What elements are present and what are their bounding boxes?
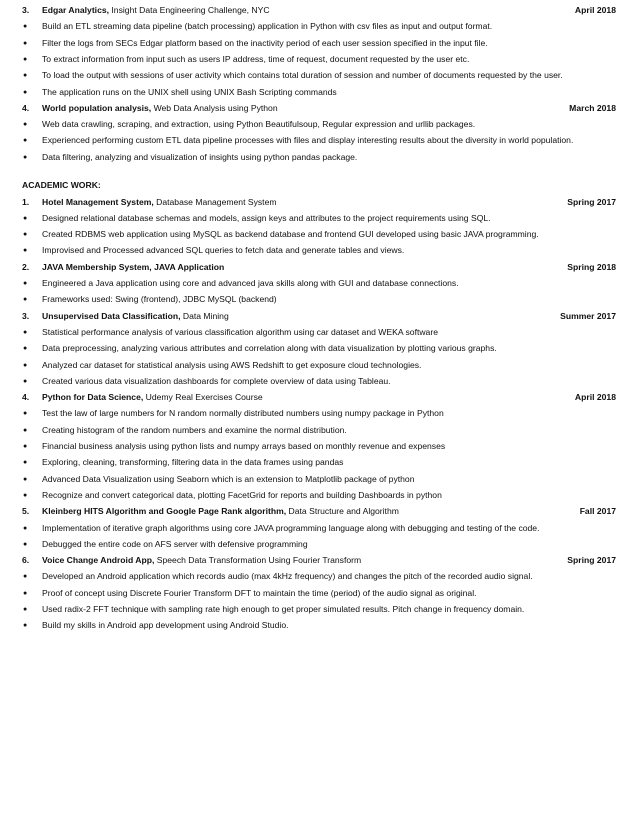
entry-subtitle: Udemy Real Exercises Course: [143, 392, 263, 403]
bullet-item: [0, 456, 638, 469]
entry-heading: [0, 391, 638, 404]
entry-number: 6.: [22, 555, 30, 566]
bullet-icon: ●: [23, 377, 28, 385]
entry-subtitle: Speech Data Transformation Using Fourier Transform: [154, 555, 362, 566]
bullet-item: [0, 473, 638, 486]
bullet-item: [0, 538, 638, 551]
entry-heading: [0, 4, 638, 17]
bullet-text: Developed an Android application which records audio (max 4kHz frequency) and changes the pitch of the recorded audio signal.: [42, 571, 533, 582]
bullet-item: [0, 212, 638, 225]
bullet-text: Proof of concept using Discrete Fourier Transform DFT to maintain the time (period) of the audio signal as original.: [42, 587, 477, 598]
bullet-item: [0, 244, 638, 257]
bullet-item: [0, 619, 638, 632]
bullet-item: [0, 134, 638, 147]
entry-heading: [0, 196, 638, 209]
bullet-item: [0, 424, 638, 437]
entry-title-line: [42, 102, 278, 115]
bullet-text: Created various data visualization dashboards for complete overview of data using Tableau.: [42, 375, 391, 386]
entry-title: Python for Data Science,: [42, 392, 144, 403]
bullet-icon: ●: [23, 589, 28, 597]
bullet-item: [0, 342, 638, 355]
bullet-item: [0, 570, 638, 583]
bullet-text: Recognize and convert categorical data, plotting FacetGrid for reports and building Dashboards in python: [42, 489, 442, 500]
bullet-icon: ●: [23, 137, 28, 145]
bullet-item: [0, 20, 638, 33]
bullet-text: Exploring, cleaning, transforming, filtering data in the data frames using pandas: [42, 457, 344, 468]
bullet-item: [0, 375, 638, 388]
bullet-icon: ●: [23, 573, 28, 581]
bullet-text: Improvised and Processed advanced SQL queries to fetch data and generate tables and views.: [42, 245, 405, 256]
entry-heading: [0, 261, 638, 274]
bullet-icon: ●: [23, 426, 28, 434]
entry-date: Summer 2017: [560, 310, 616, 321]
bullet-item: [0, 440, 638, 453]
bullet-text: To load the output with sessions of user activity which contains total duration of session and number of documents requested by the user.: [42, 70, 563, 81]
bullet-text: Advanced Data Visualization using Seaborn which is an extension to Matplotlib package of python: [42, 473, 415, 484]
entry-date: Spring 2017: [567, 196, 616, 207]
entry-number: 3.: [22, 310, 30, 321]
bullet-text: To extract information from input such as users IP address, time of request, document requested by the user etc.: [42, 53, 470, 64]
bullet-item: [0, 69, 638, 82]
entry-subtitle: Database Management System: [153, 196, 277, 207]
entry-title: Kleinberg HITS Algorithm and Google Page Rank algorithm,: [42, 506, 287, 517]
bullet-item: [0, 151, 638, 164]
bullet-icon: ●: [23, 88, 28, 96]
bullet-text: Build my skills in Android app development using Android Studio.: [42, 620, 289, 631]
entry-title: JAVA Membership System, JAVA Application: [42, 261, 225, 272]
entry-subtitle: Data Mining: [180, 310, 229, 321]
bullet-icon: ●: [23, 328, 28, 336]
bullet-text: Test the law of large numbers for N random normally distributed numbers using numpy package in Python: [42, 408, 444, 419]
bullet-item: [0, 407, 638, 420]
entry-number: 4.: [22, 102, 30, 113]
bullet-icon: ●: [23, 153, 28, 161]
bullet-icon: ●: [23, 55, 28, 63]
bullet-text: Web data crawling, scraping, and extraction, using Python Beautifulsoup, Regular expression and urllib packages.: [42, 119, 476, 130]
bullet-text: Build an ETL streaming data pipeline (batch processing) application in Python with csv files as input and output format.: [42, 21, 493, 32]
bullet-icon: ●: [23, 475, 28, 483]
bullet-text: Designed relational database schemas and models, assign keys and attributes to the project requirements using SQL.: [42, 212, 491, 223]
bullet-text: Data filtering, analyzing and visualization of insights using python pandas package.: [42, 151, 358, 162]
entry-date: April 2018: [574, 5, 616, 15]
bullet-item: [0, 326, 638, 339]
entry-subtitle: Web Data Analysis using Python: [151, 102, 278, 113]
entry-heading: [0, 310, 638, 323]
bullet-text: Statistical performance analysis of various classification algorithm using car dataset and WEKA software: [42, 326, 438, 337]
entry-title-line: [42, 196, 277, 209]
bullet-icon: ●: [23, 231, 28, 239]
bullet-icon: ●: [23, 23, 28, 31]
entry-number: 1.: [22, 196, 30, 207]
bullet-text: The application runs on the UNIX shell using UNIX Bash Scripting commands: [42, 86, 337, 97]
entry-subtitle: Data Structure and Algorithm: [286, 506, 399, 517]
bullet-icon: ●: [23, 410, 28, 418]
bullet-item: [0, 489, 638, 502]
bullet-icon: ●: [23, 247, 28, 255]
bullet-icon: ●: [23, 345, 28, 353]
bullet-icon: ●: [23, 540, 28, 548]
bullet-text: Engineered a Java application using core and advanced java skills along with GUI and database connections.: [42, 278, 459, 289]
bullet-text: Data preprocessing, analyzing various attributes and correlation along with data visualization by plotting various graphs.: [42, 343, 497, 354]
entry-title: World population analysis,: [42, 102, 152, 113]
entry-heading: [0, 554, 638, 567]
entry-number: 4.: [22, 392, 30, 403]
entry-title: Voice Change Android App,: [42, 555, 155, 566]
entry-date: March 2018: [569, 102, 616, 113]
entry-title-line: [42, 505, 399, 518]
bullet-icon: ●: [23, 280, 28, 288]
bullet-item: [0, 86, 638, 99]
bullet-icon: ●: [23, 361, 28, 369]
entry-title-line: [42, 391, 263, 404]
entry-title-line: [42, 310, 229, 323]
bullet-item: [0, 228, 638, 241]
bullet-icon: ●: [23, 443, 28, 451]
bullet-item: [0, 37, 638, 50]
entry-subtitle: Insight Data Engineering Challenge, NYC: [109, 5, 270, 15]
bullet-item: [0, 603, 638, 616]
entry-title: Edgar Analytics,: [42, 5, 110, 15]
bullet-icon: ●: [23, 606, 28, 614]
entry-number: 2.: [22, 261, 30, 272]
bullet-text: Financial business analysis using python lists and numpy arrays based on monthly revenue and expenses: [42, 441, 446, 452]
bullet-item: [0, 587, 638, 600]
entry-title-line: [42, 4, 270, 17]
bullet-icon: ●: [23, 121, 28, 129]
bullet-item: [0, 277, 638, 290]
bullet-item: [0, 522, 638, 535]
entry-title-line: [42, 554, 361, 567]
bullet-icon: ●: [23, 622, 28, 630]
bullet-icon: ●: [23, 524, 28, 532]
entry-heading: [0, 102, 638, 115]
bullet-icon: ●: [23, 296, 28, 304]
bullet-text: Experienced performing custom ETL data pipeline processes with files and display interesting results about the diversity in world population.: [42, 135, 574, 146]
bullet-icon: ●: [23, 214, 28, 222]
bullet-icon: ●: [23, 39, 28, 47]
bullet-text: Implementation of iterative graph algorithms using core JAVA programming language along with debugging and testing of the code.: [42, 522, 540, 533]
bullet-item: [0, 53, 638, 66]
entry-date: Fall 2017: [579, 506, 616, 517]
entry-date: Spring 2017: [567, 555, 616, 566]
bullet-text: Used radix-2 FFT technique with sampling rate high enough to get proper simulated results. Pitch change in frequency domain.: [42, 604, 525, 615]
bullet-text: Debugged the entire code on AFS server with defensive programming: [42, 538, 308, 549]
bullet-icon: ●: [23, 491, 28, 499]
bullet-text: Frameworks used: Swing (frontend), JDBC MySQL (backend): [42, 294, 277, 305]
bullet-text: Filter the logs from SECs Edgar platform based on the inactivity period of each user session specified in the input file.: [42, 37, 488, 48]
bullet-item: [0, 118, 638, 131]
entry-number: 3.: [22, 5, 30, 15]
bullet-text: Creating histogram of the random numbers and examine the normal distribution.: [42, 424, 347, 435]
bullet-icon: ●: [23, 459, 28, 467]
section-heading: [0, 179, 638, 192]
entry-number: 5.: [22, 506, 30, 517]
bullet-item: [0, 359, 638, 372]
bullet-icon: ●: [23, 72, 28, 80]
entry-title: Unsupervised Data Classification,: [42, 310, 181, 321]
entry-date: Spring 2018: [567, 261, 616, 272]
entry-title-line: [42, 261, 224, 274]
bullet-item: [0, 293, 638, 306]
section-title: ACADEMIC WORK:: [22, 180, 101, 191]
bullet-text: Analyzed car dataset for statistical analysis using AWS Redshift to get exposure cloud technologies.: [42, 359, 422, 370]
entry-title: Hotel Management System,: [42, 196, 154, 207]
entry-date: April 2018: [574, 392, 616, 403]
bullet-text: Created RDBMS web application using MySQL as backend database and frontend GUI developed using basic JAVA programming.: [42, 229, 539, 240]
entry-heading: [0, 505, 638, 518]
